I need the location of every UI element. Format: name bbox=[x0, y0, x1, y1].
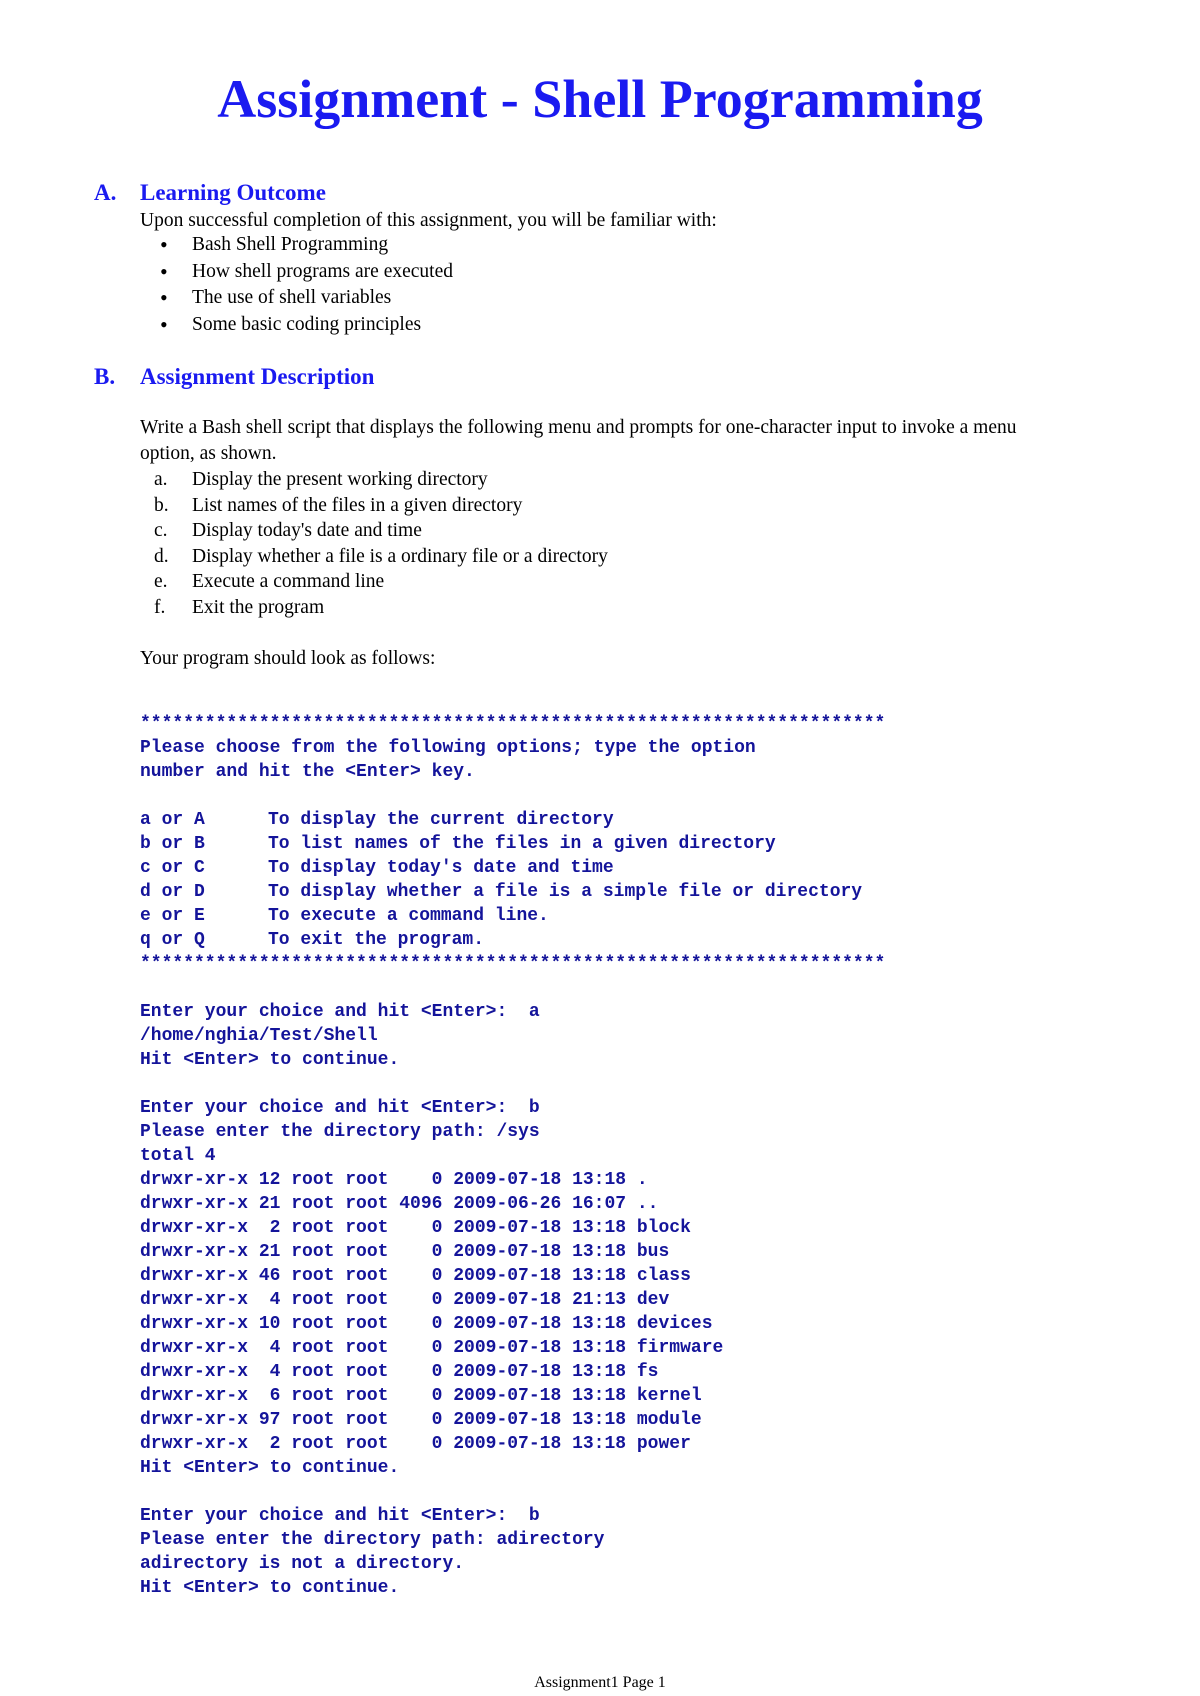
page-title: Assignment - Shell Programming bbox=[217, 69, 983, 129]
list-marker: f. bbox=[154, 596, 166, 618]
list-marker: c. bbox=[154, 520, 168, 542]
option-desc: To exit the program. bbox=[268, 930, 485, 950]
terminal-line: drwxr-xr-x 97 root root 0 2009-07-18 13:18 module bbox=[140, 1410, 702, 1430]
section-a-title: Learning Outcome bbox=[140, 180, 326, 205]
option-desc: To list names of the files in a given directory bbox=[268, 834, 776, 854]
option-key: q or Q bbox=[140, 930, 205, 950]
option-key: e or E bbox=[140, 906, 205, 926]
terminal-line: drwxr-xr-x 12 root root 0 2009-07-18 13:18 . bbox=[140, 1170, 648, 1190]
section-a-intro: Upon successful completion of this assignment, you will be familiar with: bbox=[140, 210, 717, 231]
option-desc: To execute a command line. bbox=[268, 906, 549, 926]
list-item: • Bash Shell Programming bbox=[140, 232, 453, 259]
section-b-intro: Write a Bash shell script that displays the following menu and prompts for one-character input to invoke a menu option, as shown. bbox=[140, 417, 1017, 464]
list-marker: a. bbox=[154, 469, 168, 490]
list-item bbox=[140, 467, 608, 493]
list-text: Execute a command line bbox=[192, 571, 385, 593]
menu-option bbox=[140, 856, 885, 880]
blank-line bbox=[140, 976, 885, 1000]
terminal-line: drwxr-xr-x 2 root root 0 2009-07-18 13:18 block bbox=[140, 1218, 691, 1238]
terminal-line: drwxr-xr-x 4 root root 0 2009-07-18 13:18 firmware bbox=[140, 1338, 724, 1358]
list-marker: e. bbox=[154, 571, 168, 593]
terminal-line: Hit <Enter> to continue. bbox=[140, 1458, 400, 1478]
terminal-line: Enter your choice and hit <Enter>: b bbox=[140, 1098, 540, 1118]
terminal-line: Hit <Enter> to continue. bbox=[140, 1050, 400, 1070]
list-item bbox=[140, 569, 608, 595]
list-item: • How shell programs are executed bbox=[140, 259, 453, 286]
terminal-line: drwxr-xr-x 6 root root 0 2009-07-18 13:18 kernel bbox=[140, 1386, 702, 1406]
section-b-heading bbox=[94, 364, 374, 390]
section-a-letter: A. bbox=[94, 180, 117, 205]
terminal-line: drwxr-xr-x 4 root root 0 2009-07-18 13:18 fs bbox=[140, 1362, 659, 1382]
section-b-title: Assignment Description bbox=[140, 364, 375, 389]
list-marker: b. bbox=[154, 494, 169, 516]
terminal-output bbox=[140, 712, 885, 1600]
list-text: Display today's date and time bbox=[192, 520, 422, 542]
blank-line bbox=[140, 784, 885, 808]
star-border: ********************************************************************* bbox=[140, 954, 886, 974]
blank-line bbox=[140, 1072, 885, 1096]
option-key: d or D bbox=[140, 882, 205, 902]
menu-requirements-list bbox=[140, 467, 608, 621]
blank-line bbox=[140, 1480, 885, 1504]
terminal-line: /home/nghia/Test/Shell bbox=[140, 1026, 378, 1046]
terminal-line: Please enter the directory path: adirectory bbox=[140, 1530, 605, 1550]
list-item bbox=[140, 544, 608, 570]
star-border: ********************************************************************* bbox=[140, 714, 886, 734]
list-item bbox=[140, 518, 608, 544]
menu-option bbox=[140, 808, 885, 832]
list-item bbox=[140, 595, 608, 621]
list-text: Exit the program bbox=[192, 596, 325, 618]
option-desc: To display today's date and time bbox=[268, 858, 614, 878]
terminal-line: drwxr-xr-x 4 root root 0 2009-07-18 21:13 dev bbox=[140, 1290, 670, 1310]
terminal-line: Enter your choice and hit <Enter>: a bbox=[140, 1002, 540, 1022]
terminal-line: drwxr-xr-x 10 root root 0 2009-07-18 13:18 devices bbox=[140, 1314, 713, 1334]
program-intro: Your program should look as follows: bbox=[140, 648, 436, 669]
list-item: • Some basic coding principles bbox=[140, 312, 453, 339]
menu-prompt-line: number and hit the <Enter> key. bbox=[140, 762, 475, 782]
menu-option bbox=[140, 904, 885, 928]
option-key: c or C bbox=[140, 858, 205, 878]
menu-option bbox=[140, 880, 885, 904]
section-a-heading bbox=[94, 180, 326, 206]
terminal-line: Enter your choice and hit <Enter>: b bbox=[140, 1506, 540, 1526]
section-b-letter: B. bbox=[94, 364, 116, 389]
terminal-line: Hit <Enter> to continue. bbox=[140, 1578, 400, 1598]
terminal-line: drwxr-xr-x 2 root root 0 2009-07-18 13:18 power bbox=[140, 1434, 691, 1454]
terminal-line: Please enter the directory path: /sys bbox=[140, 1122, 540, 1142]
list-text: Display the present working directory bbox=[192, 469, 488, 490]
menu-option bbox=[140, 832, 885, 856]
list-item bbox=[140, 493, 608, 519]
option-key: a or A bbox=[140, 810, 205, 830]
terminal-line: drwxr-xr-x 21 root root 0 2009-07-18 13:18 bus bbox=[140, 1242, 670, 1262]
option-desc: To display whether a file is a simple file or directory bbox=[268, 882, 863, 902]
terminal-line: total 4 bbox=[140, 1146, 216, 1166]
list-marker: d. bbox=[154, 545, 169, 567]
option-key: b or B bbox=[140, 834, 205, 854]
learning-outcome-list bbox=[140, 232, 453, 339]
option-desc: To display the current directory bbox=[268, 810, 614, 830]
terminal-line: adirectory is not a directory. bbox=[140, 1554, 465, 1574]
terminal-line: drwxr-xr-x 21 root root 4096 2009-06-26 16:07 .. bbox=[140, 1194, 659, 1214]
page-footer: Assignment1 Page 1 bbox=[534, 1674, 666, 1691]
terminal-line: drwxr-xr-x 46 root root 0 2009-07-18 13:18 class bbox=[140, 1266, 691, 1286]
list-text: Display whether a file is a ordinary file or a directory bbox=[192, 545, 608, 567]
menu-prompt-line: Please choose from the following options; type the option bbox=[140, 738, 756, 758]
list-item: • The use of shell variables bbox=[140, 285, 453, 312]
menu-option bbox=[140, 928, 885, 952]
list-text: List names of the files in a given directory bbox=[192, 494, 523, 516]
